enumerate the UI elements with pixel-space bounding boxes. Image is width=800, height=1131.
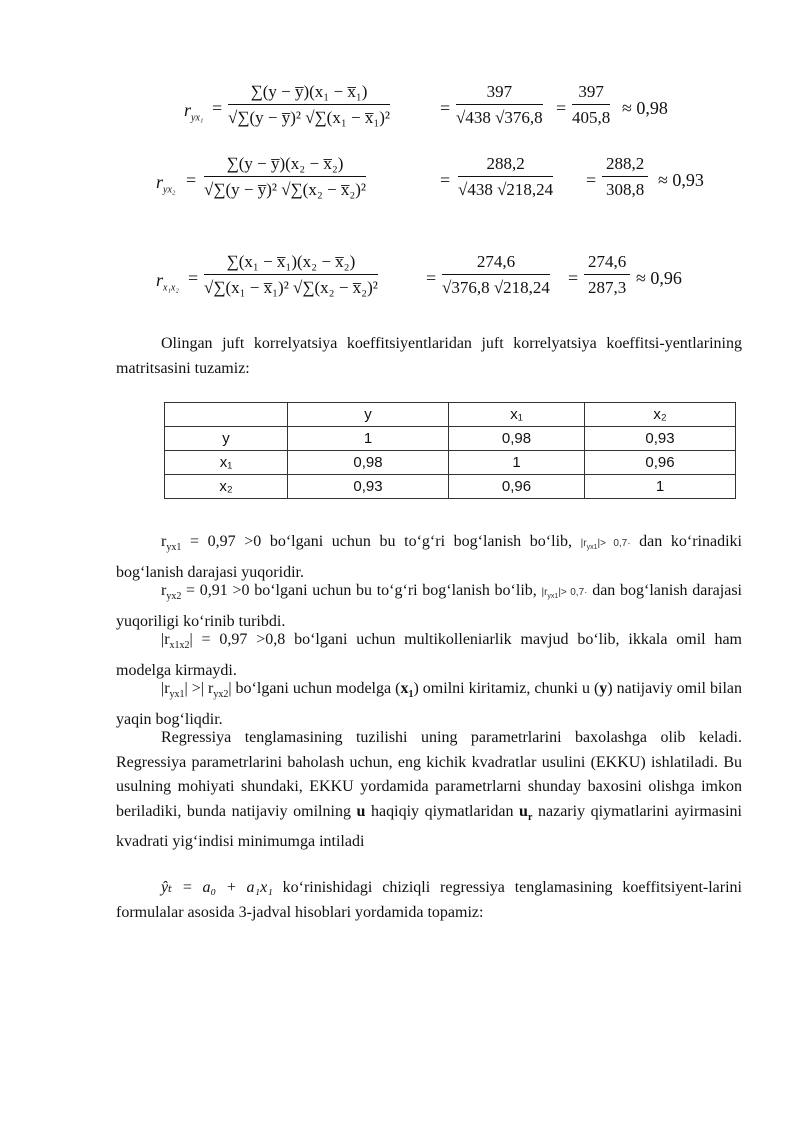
table-cell: x₁ — [165, 451, 288, 475]
table-cell: 0,98 — [449, 427, 585, 451]
table-cell: 0,98 — [288, 451, 449, 475]
table-row — [165, 475, 736, 499]
table-cell: 0,93 — [288, 475, 449, 499]
paragraph-regression-equation: ŷₜ = a₀ + a₁x₁ ko‘rinishidagi chiziqli regressiya tenglamasining koeffitsiyent-larini formulalar asosida 3-jadval hisoblari yordamida topamiz: — [116, 879, 742, 921]
formula-result: ≈ 0,96 — [636, 268, 682, 288]
formula-r-yx2: $r_{yx_2}$ = $\frac{\text{∑(y − y̅)(x₂ − x̅₂)}}{\text{√∑(y − y̅)² √∑(x₂ − x̅₂)²}}$ = $\frac{288,2}{√438 √218,24}$ = $\frac{288,2}{308,8}$ ≈ 0,93 — [156, 154, 704, 199]
table-header-row — [165, 403, 736, 427]
paragraph-rx1x2: $|r_{x1x2}| = 0,97 >0,8$ bo‘lgani uchun multikolleniarlik mavjud bo‘lib, ikkala omil ham modelga kirmaydi. — [116, 631, 742, 679]
paragraph-ryx2: $r_{yx2} = 0,91 >0$ bo‘lgani uchun bu to‘g‘ri bog‘lanish bo‘lib, $|r_{yx1}|> 0,7\cdot$ dan bog‘lanish darajasi yuqoriligi ko‘rinib turibdi. — [116, 582, 742, 630]
formula-fraction-numeric: $\frac{397}{√438 √376,8}$ — [456, 82, 543, 127]
formula-lhs: $r_{yx_1}$ — [184, 100, 204, 124]
intro-paragraph: Olingan juft korrelyatsiya koeffitsiyentlaridan juft korrelyatsiya koeffitsi-yentlarining matritsasini tuzamiz: — [116, 335, 742, 377]
abs-ryx1-inline: $|r_{yx1}|> 0,7\cdot$ — [580, 538, 631, 551]
table-cell: x₂ — [165, 475, 288, 499]
formula-lhs: $r_{yx_2}$ — [156, 172, 176, 196]
correlation-matrix-table — [164, 402, 736, 499]
table-cell: 1 — [449, 451, 585, 475]
table-cell: 0,96 — [585, 451, 736, 475]
formula-fraction-result: $\frac{274,6}{287,3}$ — [584, 252, 630, 298]
table-row — [165, 427, 736, 451]
formula-r-x1x2: $r_{x_1x_2}$ = $\frac{\text{∑(x₁ − x̅₁)(x₂ − x̅₂)}}{\text{√∑(x₁ − x̅₁)² √∑(x₂ − x̅₂)²}}$ = $\frac{274,6}{√376,8 √218,24}$ = $\frac{274,6}{287,3}$ ≈ 0,96 — [156, 252, 682, 297]
formula-fraction-symbolic: $\frac{\text{∑(x₁ − x̅₁)(x₂ − x̅₂)}}{\text{√∑(x₁ − x̅₁)² √∑(x₂ − x̅₂)²}}$ — [204, 252, 378, 297]
formula-fraction-numeric: $\frac{288,2}{√438 √218,24}$ — [458, 154, 554, 199]
table-header-cell — [165, 403, 288, 427]
table-cell: 1 — [585, 475, 736, 499]
table-cell: 1 — [288, 427, 449, 451]
formula-lhs: $r_{x_1x_2}$ — [156, 270, 179, 294]
formula-result: ≈ 0,98 — [622, 98, 668, 118]
regression-equation: ŷₜ = a₀ + a₁x₁ — [161, 879, 273, 896]
table-header-cell: y — [288, 403, 449, 427]
table-cell: 0,93 — [585, 427, 736, 451]
abs-ryx1-inline: $|r_{yx1}|> 0,7\cdot$ — [541, 587, 588, 600]
formula-r-yx1: $r_{yx_1}$ = $\frac{\text{∑(y − y̅)(x₁ − x̅₁)}}{\text{√∑(y − y̅)² √∑(x₁ − x̅₁)²}}$ = $\frac{397}{√438 √376,8}$ = $\frac{397}{405,8}$ ≈ 0,98 — [184, 82, 668, 127]
table-cell: y — [165, 427, 288, 451]
table-cell: 0,96 — [449, 475, 585, 499]
paragraph-model-choice: $|r_{yx1}|$ >| $r_{yx2}|$ bo‘lgani uchun modelga $(x_1)$ omilni kiritamiz, chunki u (y) natijaviy omil bilan yaqin bog‘liqdir. — [116, 680, 742, 728]
formula-fraction-result: $\frac{288,2}{308,8}$ — [602, 154, 648, 200]
paragraph-regression-method: Regressiya tenglamasining tuzilishi uning parametrlarini baxolashga olib keladi. Regressiya parametrlarini baholash uchun, eng kichik kvadratlar usulini (EKKU) ishlatiladi. Bu usulning mohiyati shundaki, EKKU yordamida parametrlarni shunday baxosini olishga imkon beriladiki, bunda natijaviy omilning u haqiqiy qiymatlaridan $u_r$ nazariy qiymatlarini ayirmasini kvadrati yig‘indisi minimumga intiladi — [116, 729, 742, 851]
paragraph-ryx1: $r_{yx1} = 0,97 >0$ bo‘lgani uchun bu to‘g‘ri bog‘lanish bo‘lib, $|r_{yx1}|> 0,7\cdot$ dan ko‘rinadiki bog‘lanish darajasi yuqoridir. — [116, 533, 742, 581]
formula-fraction-symbolic: $\frac{\text{∑(y − y̅)(x₂ − x̅₂)}}{\text{√∑(y − y̅)² √∑(x₂ − x̅₂)²}}$ — [204, 154, 367, 199]
table-header-cell: x₂ — [585, 403, 736, 427]
formula-fraction-numeric: $\frac{274,6}{√376,8 √218,24}$ — [442, 252, 550, 297]
formula-fraction-symbolic: $\frac{\text{∑(y − y̅)(x₁ − x̅₁)}}{\text{√∑(y − y̅)² √∑(x₁ − x̅₁)²}}$ — [228, 82, 391, 127]
formula-fraction-result: $\frac{397}{405,8}$ — [572, 82, 611, 127]
formula-result: ≈ 0,93 — [658, 170, 704, 190]
table-header-cell: x₁ — [449, 403, 585, 427]
table-row — [165, 451, 736, 475]
